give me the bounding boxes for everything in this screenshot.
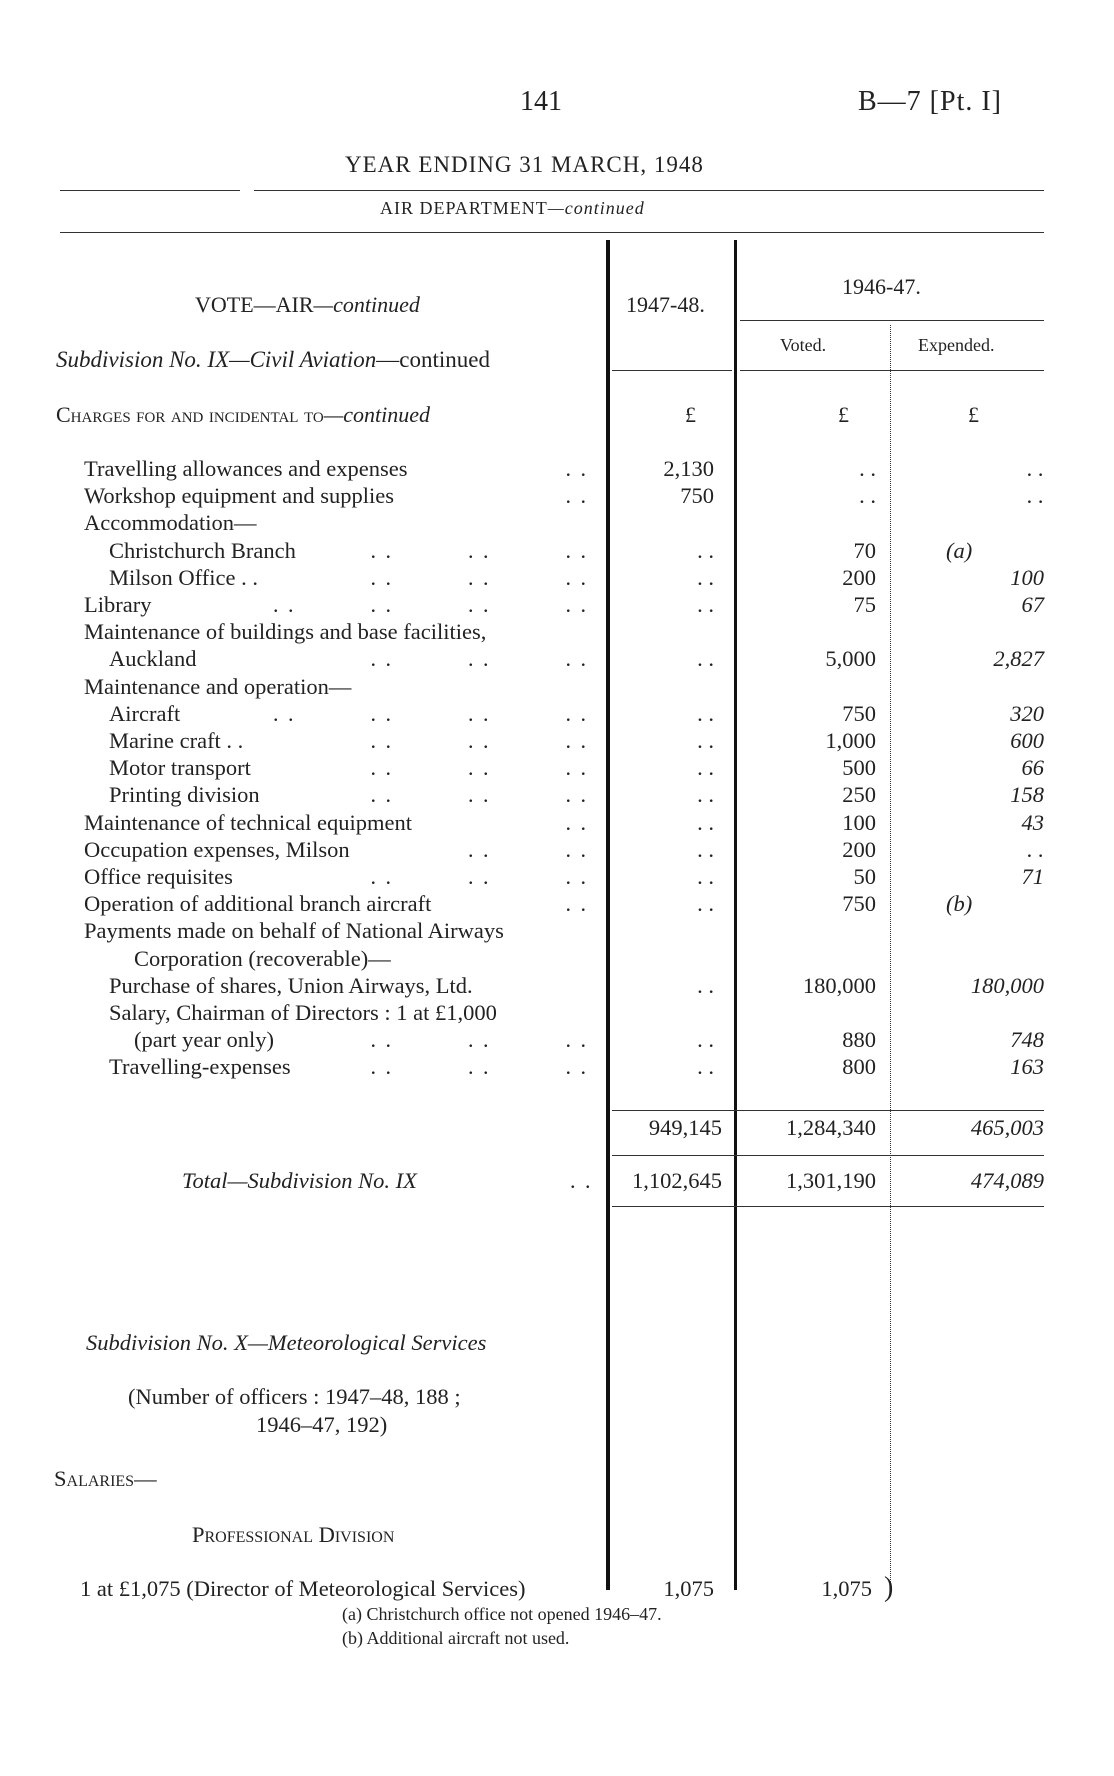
row-leader-dots: . . . . . . bbox=[370, 537, 588, 563]
row-leader-dots: . . bbox=[565, 891, 588, 917]
row-label: Workshop equipment and supplies bbox=[84, 483, 395, 509]
row-value-1947: . . bbox=[697, 809, 714, 835]
department-suffix: —continued bbox=[547, 198, 645, 218]
header-split-rule bbox=[740, 320, 1044, 321]
row-value-expended: 43 bbox=[1021, 809, 1044, 835]
column-divider-1 bbox=[606, 240, 610, 1590]
row-value-voted: 250 bbox=[842, 782, 876, 808]
director-salary-label: 1 at £1,075 (Director of Meteorological Services) bbox=[80, 1576, 526, 1601]
row-label: Marine craft . . bbox=[109, 728, 244, 753]
row-value-expended: 2,827 bbox=[993, 646, 1044, 672]
bracket-mark: ) bbox=[884, 1572, 894, 1603]
row-value-1947: . . bbox=[697, 700, 714, 726]
row-value-expended: 748 bbox=[1010, 1027, 1044, 1053]
row-label: Printing division bbox=[109, 782, 260, 808]
row-value-expended: 163 bbox=[1010, 1054, 1044, 1080]
director-salary-voted: 1,075 bbox=[821, 1576, 872, 1601]
row-value-voted: 800 bbox=[842, 1054, 876, 1080]
row-value-voted: 100 bbox=[842, 809, 876, 835]
currency-symbol-expended: £ bbox=[968, 402, 979, 427]
column-header-voted: Voted. bbox=[780, 335, 827, 355]
column-divider-3 bbox=[890, 325, 891, 1590]
row-leader-dots: . . bbox=[565, 456, 588, 481]
currency-symbol-voted: £ bbox=[838, 402, 849, 427]
row-value-voted: 50 bbox=[853, 864, 876, 889]
row-value-voted: 180,000 bbox=[802, 972, 876, 998]
total-1947: 1,102,645 bbox=[632, 1168, 722, 1193]
row-leader-dots: . . . . . . bbox=[370, 755, 588, 781]
row-leader-dots: . . . . . . . . bbox=[273, 592, 588, 617]
column-header-1947: 1947-48. bbox=[626, 292, 705, 317]
row-leader-dots: . . . . . . bbox=[370, 564, 588, 590]
row-leader-dots: . . . . . . bbox=[370, 782, 588, 808]
row-value-voted: 750 bbox=[842, 891, 876, 917]
row-label: Payments made on behalf of National Airways bbox=[84, 918, 504, 944]
header-bottom-rule-right bbox=[740, 370, 1044, 371]
row-value-expended: 320 bbox=[1010, 700, 1044, 726]
row-label: Occupation expenses, Milson bbox=[84, 836, 350, 862]
row-value-1947: . . bbox=[697, 782, 714, 808]
row-label: Milson Office . . bbox=[109, 564, 258, 590]
row-value-1947: . . bbox=[697, 1054, 714, 1080]
row-value-voted: 70 bbox=[853, 537, 876, 563]
officers-count-line-1: (Number of officers : 1947–48, 188 ; bbox=[128, 1384, 461, 1409]
row-label: Aircraft bbox=[109, 700, 181, 726]
director-salary-1947: 1,075 bbox=[663, 1576, 714, 1601]
subdivision-title: Subdivision No. IX—Civil Aviation bbox=[56, 347, 377, 372]
row-value-voted: 200 bbox=[842, 836, 876, 862]
page-number: 141 bbox=[520, 86, 562, 117]
row-label: Maintenance and operation— bbox=[84, 673, 352, 699]
row-value-voted: 500 bbox=[842, 755, 876, 781]
subdivision-x-title: Subdivision No. X—Meteorological Services bbox=[86, 1330, 487, 1355]
row-value-voted: 880 bbox=[842, 1027, 876, 1053]
row-leader-dots: . . . . bbox=[468, 836, 588, 862]
row-value-1947: 2,130 bbox=[663, 456, 714, 481]
row-value-1947: 750 bbox=[680, 483, 714, 509]
row-value-expended: . . bbox=[1027, 456, 1044, 481]
row-value-voted: 200 bbox=[842, 564, 876, 590]
row-value-expended: (b) bbox=[946, 891, 973, 917]
subdivision-heading bbox=[56, 347, 490, 373]
row-label: (part year only) bbox=[134, 1027, 274, 1053]
row-value-1947: . . bbox=[697, 1027, 714, 1053]
department-rule bbox=[60, 232, 1044, 233]
officers-count-line-2: 1946–47, 192) bbox=[256, 1412, 388, 1437]
row-leader-dots: . . . . . . bbox=[370, 646, 588, 672]
department-name: AIR DEPARTMENT bbox=[380, 198, 548, 218]
currency-symbol-1947: £ bbox=[685, 402, 696, 427]
row-value-1947: . . bbox=[697, 755, 714, 781]
row-label: Office requisites bbox=[84, 864, 233, 889]
row-value-1947: . . bbox=[697, 891, 714, 917]
row-value-voted: . . bbox=[859, 483, 876, 509]
row-value-expended: 158 bbox=[1010, 782, 1044, 808]
column-header-expended: Expended. bbox=[918, 335, 995, 355]
subtotal-1947: 949,145 bbox=[648, 1115, 722, 1140]
charges-suffix: —continued bbox=[323, 402, 431, 427]
total-bottom-rule bbox=[612, 1206, 1044, 1207]
title-rule-left bbox=[60, 190, 240, 191]
row-leader-dots: . . bbox=[565, 483, 588, 509]
row-leader-dots: . . . . . . bbox=[370, 1054, 588, 1080]
row-label: Maintenance of buildings and base facilities, bbox=[84, 619, 487, 645]
row-value-expended: . . bbox=[1027, 836, 1044, 862]
subtotal-voted: 1,284,340 bbox=[786, 1115, 876, 1140]
row-label: Salary, Chairman of Directors : 1 at £1,000 bbox=[109, 1000, 497, 1025]
row-leader-dots: . . . . . . bbox=[370, 728, 588, 753]
row-label: Christchurch Branch bbox=[109, 537, 296, 563]
row-value-expended: 180,000 bbox=[970, 972, 1044, 998]
row-value-expended: 67 bbox=[1021, 592, 1044, 617]
charges-heading bbox=[56, 402, 430, 428]
column-divider-2 bbox=[734, 240, 737, 1590]
vote-heading bbox=[195, 292, 420, 318]
department-heading bbox=[380, 198, 645, 219]
total-rule bbox=[612, 1155, 1044, 1156]
row-leader-dots: . . bbox=[565, 809, 588, 835]
document-reference: B—7 [Pt. I] bbox=[858, 86, 1002, 117]
row-label: Operation of additional branch aircraft bbox=[84, 891, 432, 917]
row-value-1947: . . bbox=[697, 972, 714, 998]
row-value-expended: (a) bbox=[946, 537, 973, 563]
vote-title: VOTE—AIR bbox=[195, 292, 314, 317]
row-value-1947: . . bbox=[697, 864, 714, 889]
row-value-voted: 1,000 bbox=[825, 728, 876, 753]
column-header-1946: 1946-47. bbox=[842, 274, 921, 299]
row-value-expended: 600 bbox=[1010, 728, 1044, 753]
row-label: Corporation (recoverable)— bbox=[134, 945, 391, 971]
row-label: Accommodation— bbox=[84, 510, 257, 536]
row-value-expended: 100 bbox=[1010, 564, 1044, 590]
row-label: Travelling allowances and expenses bbox=[84, 456, 408, 481]
row-label: Maintenance of technical equipment bbox=[84, 809, 412, 835]
row-value-1947: . . bbox=[697, 564, 714, 590]
total-voted: 1,301,190 bbox=[786, 1168, 876, 1193]
row-value-voted: 5,000 bbox=[825, 646, 876, 672]
subdivision-suffix: —continued bbox=[376, 347, 490, 372]
row-label: Purchase of shares, Union Airways, Ltd. bbox=[109, 972, 473, 998]
row-value-1947: . . bbox=[697, 728, 714, 753]
row-value-expended: . . bbox=[1027, 483, 1044, 509]
footnote-a: (a) Christchurch office not opened 1946–47. bbox=[342, 1604, 662, 1624]
salaries-heading: Salaries— bbox=[54, 1466, 157, 1491]
row-value-1947: . . bbox=[697, 836, 714, 862]
row-label: Auckland bbox=[109, 646, 197, 672]
row-leader-dots: . . . . . . bbox=[370, 1027, 588, 1053]
total-expended: 474,089 bbox=[970, 1168, 1044, 1193]
row-leader-dots: . . . . . . . . bbox=[273, 700, 588, 726]
row-value-expended: 71 bbox=[1021, 864, 1044, 889]
row-value-voted: 75 bbox=[853, 592, 876, 617]
page-title: YEAR ENDING 31 MARCH, 1948 bbox=[345, 152, 704, 177]
footnote-b: (b) Additional aircraft not used. bbox=[342, 1628, 570, 1648]
row-label: Motor transport bbox=[109, 755, 251, 781]
row-value-1947: . . bbox=[697, 646, 714, 672]
subtotal-rule bbox=[612, 1110, 1044, 1111]
charges-title: Charges for and incidental to bbox=[56, 402, 324, 427]
row-value-voted: . . bbox=[859, 456, 876, 481]
total-label: Total—Subdivision No. IX bbox=[182, 1168, 417, 1193]
row-value-1947: . . bbox=[697, 592, 714, 617]
subtotal-expended: 465,003 bbox=[970, 1115, 1044, 1140]
row-value-1947: . . bbox=[697, 537, 714, 563]
row-leader-dots: . . . . . . bbox=[370, 864, 588, 889]
title-rule-right bbox=[254, 190, 1044, 191]
row-value-voted: 750 bbox=[842, 700, 876, 726]
row-label: Travelling-expenses bbox=[109, 1054, 291, 1080]
total-dots: . . bbox=[570, 1168, 593, 1193]
row-value-expended: 66 bbox=[1021, 755, 1044, 781]
professional-division-heading: Professional Division bbox=[192, 1522, 395, 1547]
row-label: Library bbox=[84, 592, 152, 617]
vote-suffix: —continued bbox=[313, 292, 420, 317]
header-bottom-rule-left bbox=[612, 370, 732, 371]
